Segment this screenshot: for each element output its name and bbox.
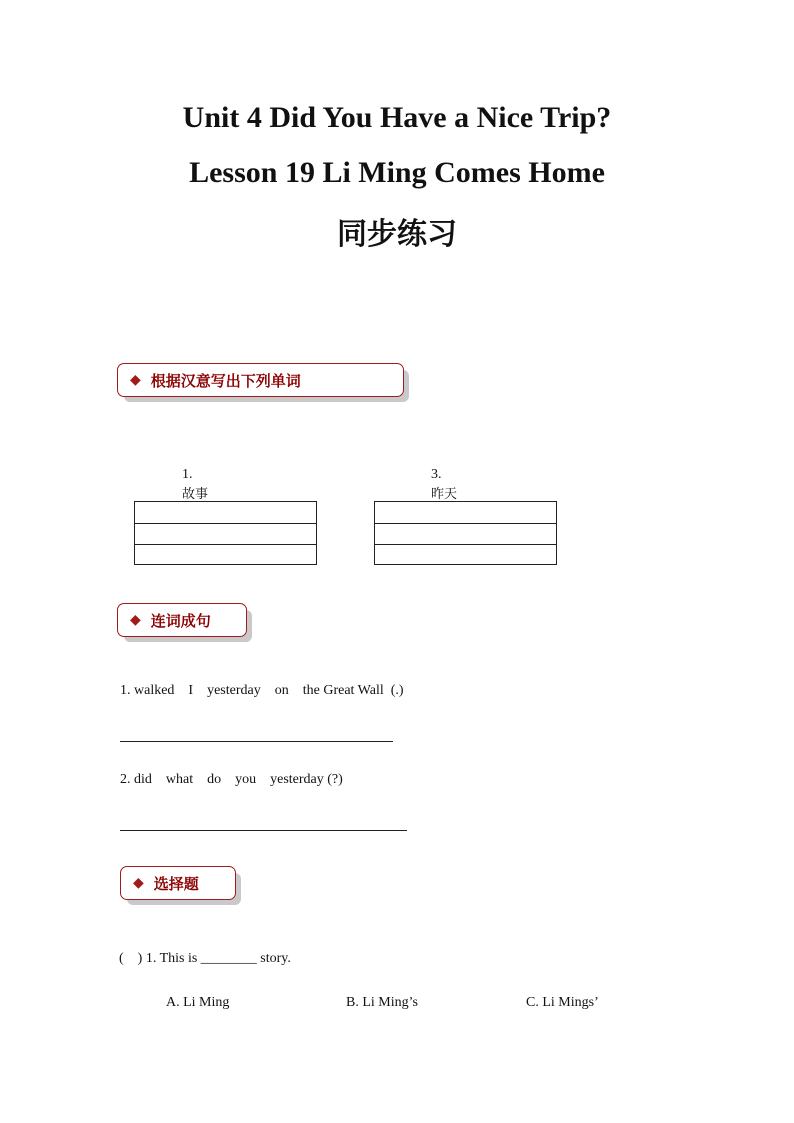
answer-line-1[interactable] [120,741,393,742]
diamond-icon: ◆ [133,875,144,891]
title-line-2: Lesson 19 Li Ming Comes Home [189,156,605,189]
diamond-icon: ◆ [130,372,141,388]
writing-lines-box-1[interactable] [134,501,317,565]
section-label: 连词成句 [150,611,211,630]
choice-option-a[interactable]: A. Li Ming [166,995,230,1010]
writing-line [135,523,316,524]
diamond-icon: ◆ [130,612,141,628]
section-header-vocab [117,363,404,397]
choice-question-1: ( ) 1. This is ________ story. [119,951,291,966]
section-label: 选择题 [153,874,199,893]
vocab-number: 3. [431,467,442,482]
sentence-2: 2. did what do you yesterday (?) [120,772,343,787]
title-line-1: Unit 4 Did You Have a Nice Trip? [182,101,612,134]
vocab-word: 故事 [182,487,209,502]
vocab-word: 昨天 [431,487,458,502]
vocab-item-1 [175,451,208,503]
answer-line-2[interactable] [120,830,407,831]
vocab-number: 1. [182,467,193,482]
section-header-sentences [117,603,247,637]
sentence-1: 1. walked I yesterday on the Great Wall (.) [120,683,404,698]
title-line-3: 同步练习 [337,217,457,252]
section-label: 根据汉意写出下列单词 [150,371,301,390]
choice-option-b[interactable]: B. Li Ming’s [346,995,418,1010]
writing-line [375,523,556,524]
choice-option-c[interactable]: C. Li Mings’ [526,995,599,1010]
writing-line [135,544,316,545]
section-header-choice [120,866,236,900]
writing-line [375,544,556,545]
writing-lines-box-3[interactable] [374,501,557,565]
vocab-item-3 [424,451,457,503]
